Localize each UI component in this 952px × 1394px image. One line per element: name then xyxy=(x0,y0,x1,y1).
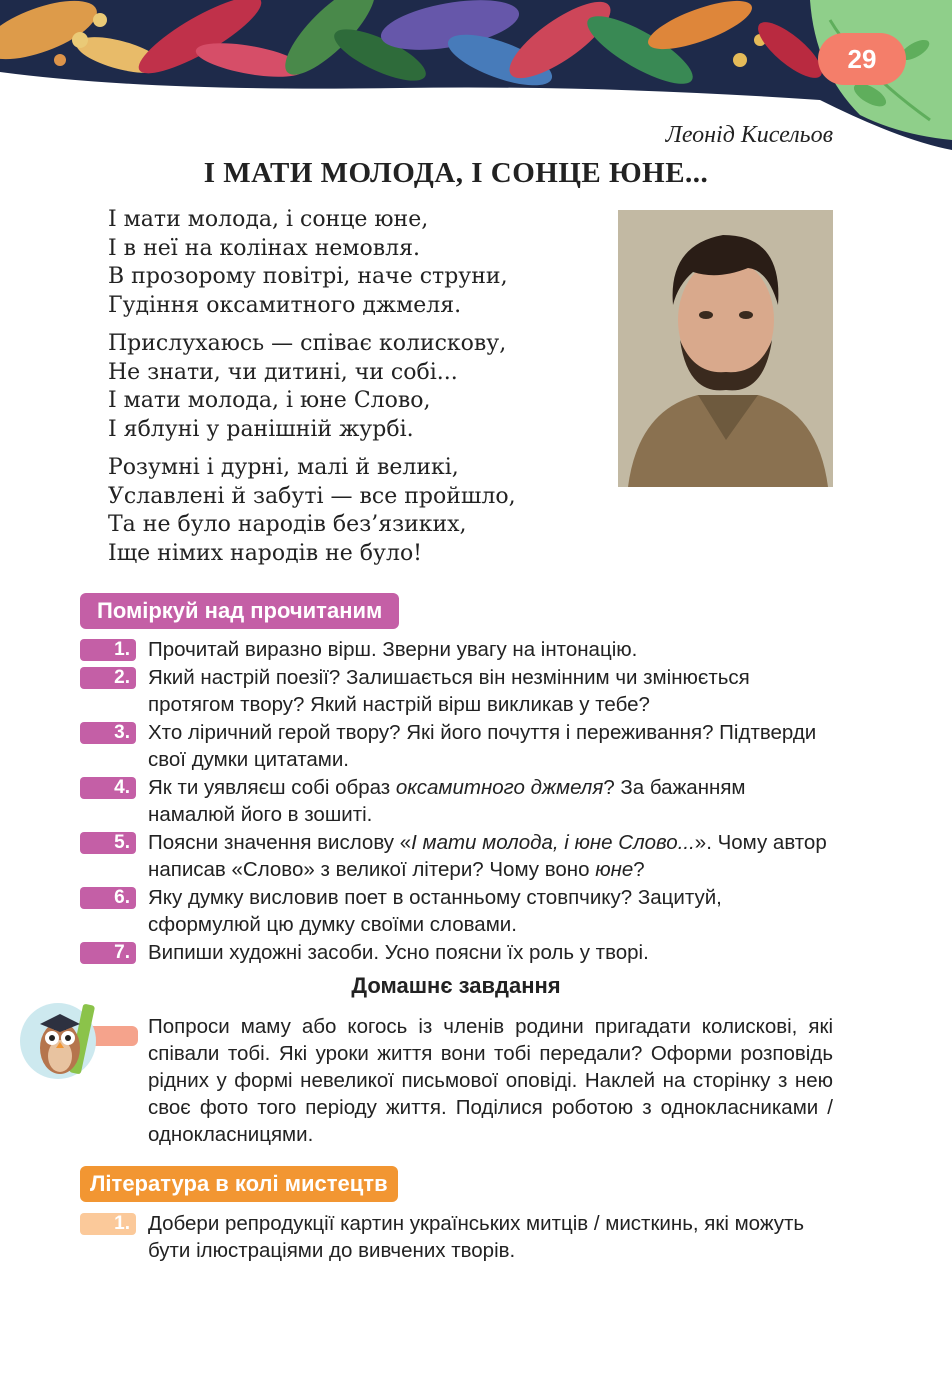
question-item xyxy=(80,664,840,718)
question-number: 4. xyxy=(80,777,136,799)
poem-line: Розумні і дурні, малі й великі, xyxy=(108,455,459,480)
question-number: 2. xyxy=(80,667,136,689)
poem-line: Гудіння оксамитного джмеля. xyxy=(108,292,462,318)
question-text xyxy=(148,774,834,828)
text-run: Прочитай виразно вірш. Зверни увагу на інтонацію. xyxy=(148,638,638,661)
text-run: Випиши художні засоби. Усно поясни їх роль у творі. xyxy=(148,941,649,964)
section-tag-art: Література в колі мистецтв xyxy=(80,1166,398,1202)
poem-line: Іще німих народів не було! xyxy=(108,540,423,566)
question-text xyxy=(148,884,834,938)
poem-author: Леонід Кисельов xyxy=(665,122,833,148)
poem-text xyxy=(108,206,608,578)
poem-line: Уславлені й забуті — все пройшло, xyxy=(108,483,516,509)
question-number: 7. xyxy=(80,942,136,964)
question-item xyxy=(80,884,840,938)
text-run: Поясни значення вислову « xyxy=(148,831,412,854)
question-text xyxy=(148,829,834,883)
text-run: Яку думку висловив поет в останньому стовпчику? Зацитуй, сформулюй цю думку своїми словами. xyxy=(148,886,722,936)
question-item xyxy=(80,829,840,883)
question-number: 1. xyxy=(80,639,136,661)
italic-quote: І мати молода, і юне Слово... xyxy=(411,831,695,854)
poem-line: В прозорому повітрі, наче струни, xyxy=(108,264,508,289)
question-item xyxy=(80,719,840,773)
question-number: 3. xyxy=(80,722,136,744)
art-task-number: 1. xyxy=(80,1213,136,1235)
question-text xyxy=(148,719,834,773)
section-tag-reflect: Поміркуй над прочитаним xyxy=(80,593,399,629)
question-text xyxy=(148,636,834,663)
question-number: 5. xyxy=(80,832,136,854)
text-run: ? За бажанням намалюй його в зошиті. xyxy=(148,776,746,826)
questions-list xyxy=(80,636,840,967)
text-run: Як ти уявляєш собі образ xyxy=(148,776,396,799)
poem-line: Та не було народів без’язиких, xyxy=(108,512,467,537)
text-run: ». Чому автор написав «Слово» з великої літери? Чому воно xyxy=(148,831,827,881)
poem-line: І мати молода, і юне Слово, xyxy=(108,388,431,413)
poem-stanza xyxy=(108,454,608,568)
italic-quote: юне xyxy=(595,858,634,881)
question-item xyxy=(80,774,840,828)
art-task-item xyxy=(80,1210,834,1264)
author-portrait xyxy=(618,210,833,487)
art-task-text: Добери репродукції картин українських митців / мисткинь, які можуть бути ілюстраціями до вивчених творів. xyxy=(148,1212,805,1262)
question-text xyxy=(148,664,834,718)
poem-line: Не знати, чи дитині, чи собі... xyxy=(108,359,458,385)
poem-line: І мати молода, і сонце юне, xyxy=(108,207,429,232)
question-number: 6. xyxy=(80,887,136,909)
homework-text: Попроси маму або когось із членів родини пригадати колискові, які співали тобі. Які уроки життя вони тобі передали? Оформи розповідь рідних у формі невеликої письмової оповіді. Наклей на сторінку з нею своє фото того періоду життя. Поділися роботою з однокласниками / однокласницями. xyxy=(148,1015,833,1146)
question-item xyxy=(80,636,840,663)
text-run: Який настрій поезії? Залишається він незмінним чи змінюється протягом твору? Який настрій вірш викликав у тебе? xyxy=(148,666,750,716)
poem-title: І МАТИ МОЛОДА, І СОНЦЕ ЮНЕ... xyxy=(203,157,709,189)
owl-mascot-icon xyxy=(18,996,140,1086)
question-text xyxy=(148,939,834,966)
text-run: ? xyxy=(633,858,645,881)
text-run: Хто ліричний герой твору? Які його почуття і переживання? Підтверди свої думки цитатами. xyxy=(148,721,817,771)
poem-line: Прислухаюсь — співає колискову, xyxy=(108,331,507,356)
poem-line: І яблуні у ранішній журбі. xyxy=(108,416,414,442)
poem-line: І в неї на колінах немовля. xyxy=(108,235,421,261)
question-item xyxy=(80,939,840,966)
poem-stanza xyxy=(108,206,608,320)
poem-stanza xyxy=(108,330,608,444)
homework-title: Домашнє завдання xyxy=(351,973,561,998)
italic-quote: оксамитного джмеля xyxy=(395,776,604,799)
page-number-badge: 29 xyxy=(818,33,906,85)
